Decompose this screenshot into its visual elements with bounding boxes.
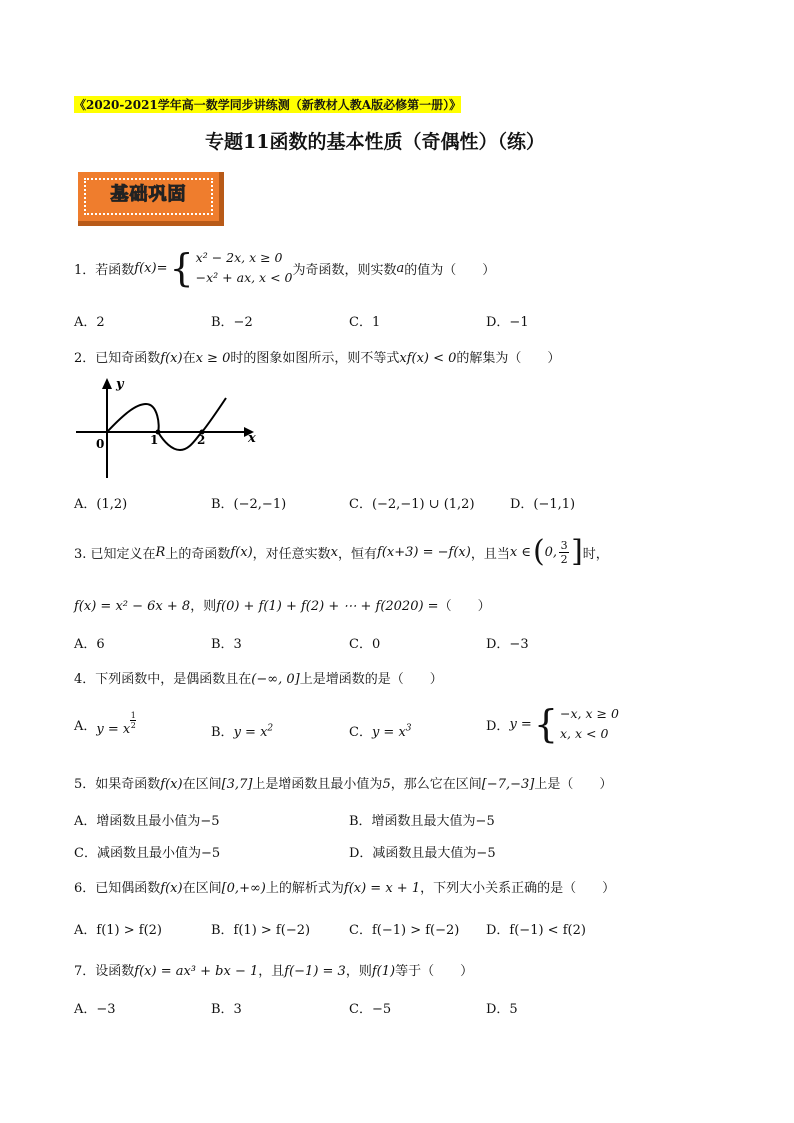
q3-stem-c: ，对任意实数	[252, 546, 331, 562]
q5-option-c: C．减函数且最小值为−5	[74, 846, 221, 861]
q6-interval: [0,+∞)	[221, 881, 266, 896]
section-badge	[78, 172, 224, 226]
q7-cond: f(−1) = 3	[284, 964, 346, 979]
q7-stem-d: 等于（ ）	[395, 964, 474, 979]
q3-interval-left: 0,	[544, 544, 558, 560]
q5-val: 5	[382, 777, 391, 792]
badge-label: 基础巩固	[110, 184, 187, 205]
graph-tick-1: 1	[150, 433, 159, 447]
q6-option-c: C．f(−1) > f(−2)	[349, 923, 460, 938]
q3-eq: f(x+3) = −f(x)	[377, 544, 471, 560]
q7-option-a: A．−3	[74, 1002, 116, 1017]
q7-stem-c: ，则	[345, 964, 372, 979]
q1-case1: x² − 2x, x ≥ 0	[195, 250, 283, 265]
q3-fx: f(x)	[230, 544, 253, 560]
q4-b-base: y = x	[233, 725, 268, 740]
q4-d-case2: x, x < 0	[560, 726, 609, 741]
question-3-line2	[74, 595, 491, 614]
q3-var: x	[330, 544, 339, 560]
question-6	[74, 877, 615, 896]
q5-stem-b: 在区间	[182, 777, 222, 792]
q4-a-exp-den: 2	[130, 721, 136, 730]
q5-interval2: [−7,−3]	[481, 777, 535, 792]
q1-option-b: B．−2	[211, 315, 253, 330]
q4-d-brace: {	[533, 702, 558, 746]
q6-option-b: B．f(1) > f(−2)	[211, 923, 311, 938]
q5-stem-a: 5．如果奇函数	[74, 777, 161, 792]
q5-option-d: D．减函数且最大值为−5	[349, 846, 496, 861]
q3-option-a: A．6	[74, 637, 105, 652]
question-4	[74, 668, 443, 687]
q7-option-c: C．−5	[349, 1002, 392, 1017]
q5-option-b: B．增函数且最大值为−5	[349, 814, 495, 829]
q3-stem-f: 时，	[582, 546, 609, 562]
q5-option-a: A．增函数且最小值为−5	[74, 814, 220, 829]
q4-d-case1: −x, x ≥ 0	[560, 706, 619, 721]
q6-stem-a: 6．已知偶函数	[74, 881, 161, 896]
q3-stem-a: 3. 已知定义在	[74, 546, 156, 562]
graph-y-label: y	[116, 377, 124, 392]
q4-option-d	[486, 704, 619, 744]
q5-stem-d: ，那么它在区间	[390, 777, 482, 792]
q1-stem-c: 的值为（ ）	[404, 262, 496, 278]
q2-stem-a: 2．已知奇函数	[74, 351, 161, 366]
question-2	[74, 347, 560, 366]
q6-option-a: A．f(1) > f(2)	[74, 923, 162, 938]
q4-option-c	[349, 721, 412, 740]
graph-x-label: x	[248, 431, 256, 446]
q5-fx: f(x)	[160, 777, 183, 792]
q2-fx: f(x)	[160, 351, 183, 366]
q3-line2-b: ，则	[190, 599, 217, 614]
q2-option-a: A．(1,2)	[74, 497, 128, 512]
q2-stem-d: 的解集为（ ）	[456, 351, 561, 366]
graph-y-arrow	[102, 378, 112, 389]
q4-c-base: y = x	[371, 725, 406, 740]
q3-line2-c: f(0) + f(1) + f(2) + ⋯ + f(2020) =	[216, 599, 439, 614]
q7-stem-a: 7．设函数	[74, 964, 135, 979]
q1-var: a	[396, 260, 405, 276]
q1-option-c: C．1	[349, 315, 381, 330]
q1-brace: {	[169, 246, 194, 290]
q3-stem-e: ，且当	[470, 546, 510, 562]
q1-stem-a: 1．若函数	[74, 262, 135, 278]
q6-stem-c: 上的解析式为	[265, 881, 344, 896]
q7-stem-b: ，且	[258, 964, 285, 979]
q4-c-label: C．	[349, 725, 372, 740]
q6-expr: f(x) = x + 1	[343, 881, 421, 896]
q1-option-a: A．2	[74, 315, 105, 330]
q5-interval1: [3,7]	[221, 777, 253, 792]
q2-option-c: C．(−2,−1) ∪ (1,2)	[349, 497, 475, 512]
q3-paren-open: (	[532, 534, 545, 569]
q4-a-exponent	[130, 711, 136, 730]
q2-stem-c: 时的图象如图所示，则不等式	[230, 351, 400, 366]
q4-stem-b: 上是增函数的是（ ）	[299, 672, 443, 687]
q6-option-d: D．f(−1) < f(2)	[486, 923, 586, 938]
q4-option-a	[74, 712, 136, 737]
q5-stem-c: 上是增函数且最小值为	[252, 777, 383, 792]
q5-stem-e: 上是（ ）	[534, 777, 613, 792]
q2-option-d: D．(−1,1)	[510, 497, 576, 512]
q7-expr: f(x) = ax³ + bx − 1	[134, 964, 259, 979]
q6-fx: f(x)	[160, 881, 183, 896]
q2-cond: x ≥ 0	[195, 351, 231, 366]
q3-frac-den: 2	[560, 552, 568, 566]
q3-stem-b: 上的奇函数	[165, 546, 231, 562]
q1-stem-b: 为奇函数，则实数	[292, 262, 397, 278]
q3-option-b: B．3	[211, 637, 242, 652]
q4-b-exp: 2	[267, 723, 274, 734]
q7-option-b: B．3	[211, 1002, 242, 1017]
question-5	[74, 773, 612, 792]
graph-tick-0: 0	[96, 437, 105, 451]
q2-option-b: B．(−2,−1)	[211, 497, 287, 512]
q4-c-exp: 3	[405, 723, 412, 734]
q3-interval-pre: x ∈	[509, 544, 531, 560]
q3-option-d: D．−3	[486, 637, 529, 652]
series-heading: 《2020-2021学年高一数学同步讲练测（新教材人教A版必修第一册）》	[74, 98, 462, 112]
q3-bracket-close: ]	[571, 534, 583, 569]
q6-stem-b: 在区间	[182, 881, 222, 896]
q3-frac-num: 3	[560, 538, 568, 552]
q4-option-b	[211, 721, 273, 740]
q6-stem-d: ，下列大小关系正确的是（ ）	[420, 881, 616, 896]
graph-tick-2: 2	[197, 433, 206, 447]
q2-ineq: xf(x) < 0	[399, 351, 457, 366]
q2-function-graph	[72, 374, 262, 480]
q3-option-c: C．0	[349, 637, 381, 652]
q1-case2: −x² + ax, x < 0	[195, 270, 293, 285]
q1-option-d: D．−1	[486, 315, 529, 330]
q4-d-cases	[560, 704, 619, 744]
q7-target: f(1)	[371, 964, 396, 979]
q4-d-label: D．	[486, 718, 510, 734]
q2-stem-b: 在	[182, 351, 196, 366]
q4-d-lhs: y =	[509, 716, 532, 732]
q4-b-label: B．	[211, 725, 234, 740]
page-title: 专题11函数的基本性质（奇偶性）（练）	[205, 131, 545, 153]
q3-set: R	[155, 544, 166, 560]
q3-line2-d: （ ）	[438, 599, 491, 614]
question-3	[74, 534, 609, 569]
q3-fraction	[559, 539, 569, 566]
q3-line2-a: f(x) = x² − 6x + 8	[74, 599, 191, 614]
q4-stem-a: 4．下列函数中，是偶函数且在	[74, 672, 252, 687]
graph-curve	[107, 398, 226, 450]
q1-cases	[196, 248, 293, 288]
q1-fx: f(x)=	[134, 260, 168, 276]
question-1	[74, 248, 495, 288]
q4-a-base: y = x	[96, 722, 131, 737]
q4-a-exp-num: 1	[130, 711, 136, 720]
q4-a-label: A．	[74, 719, 97, 734]
question-7	[74, 960, 473, 979]
q4-interval: (−∞, 0]	[251, 672, 300, 687]
q3-stem-d: ，恒有	[338, 546, 378, 562]
q7-option-d: D．5	[486, 1002, 518, 1017]
